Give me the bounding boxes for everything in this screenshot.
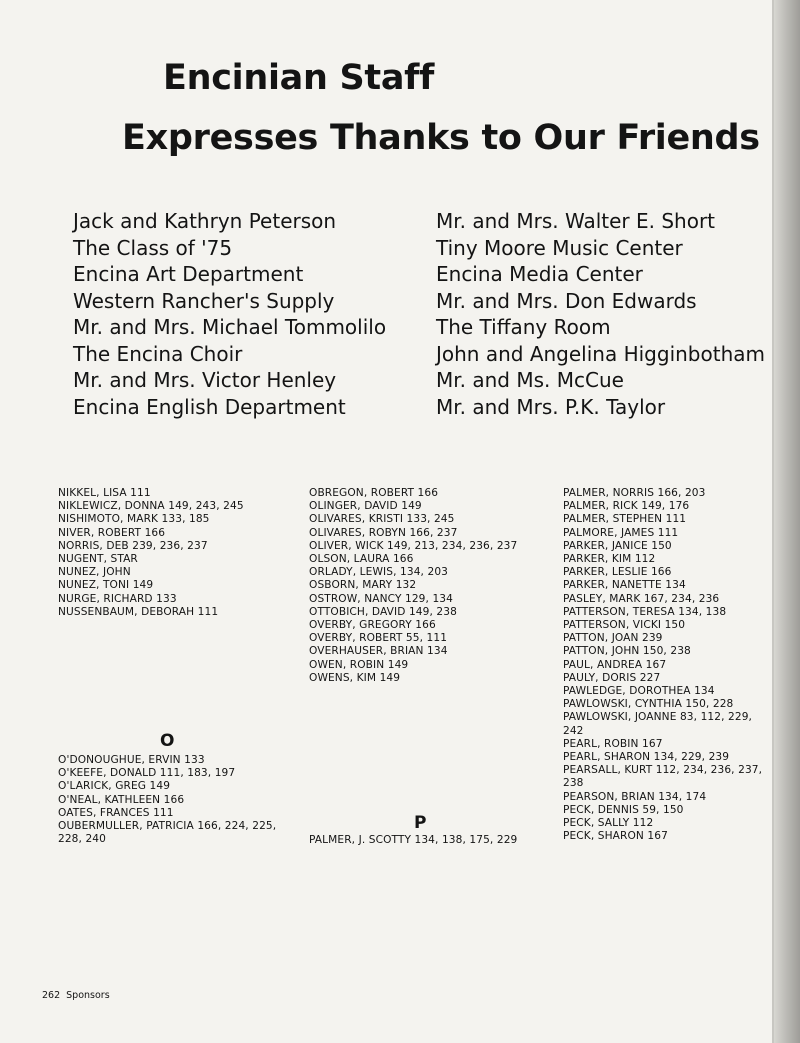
friend-entry: Jack and Kathryn Peterson [73,209,337,233]
index-entry: PARKER, NANETTE 134 [563,579,686,592]
index-entry: NIVER, ROBERT 166 [58,526,166,539]
index-entry: 242 [563,724,584,737]
index-entry: O'KEEFE, DONALD 111, 183, 197 [58,767,236,780]
section-name: Sponsors [66,990,110,1001]
index-entry: NUNEZ, JOHN [58,566,131,579]
index-entry: PALMER, J. SCOTTY 134, 138, 175, 229 [309,834,518,846]
index-entry: PARKER, KIM 112 [563,553,656,566]
index-entry: OVERBY, ROBERT 55, 111 [309,632,448,645]
index-entry: OWEN, ROBIN 149 [309,658,409,671]
index-entry: NIKLEWICZ, DONNA 149, 243, 245 [58,500,244,513]
index-entry: O'DONOUGHUE, ERVIN 133 [58,754,205,766]
index-entry: ORLADY, LEWIS, 134, 203 [309,566,449,579]
page-number: 262 [42,990,61,1001]
index-entry: PALMER, RICK 149, 176 [563,500,690,513]
index-entry: PAWLOWSKI, JOANNE 83, 112, 229, [563,711,753,724]
index-entry: OLIVER, WICK 149, 213, 234, 236, 237 [309,539,518,552]
index-entry: PEARL, ROBIN 167 [563,737,663,750]
index-entry: OTTOBICH, DAVID 149, 238 [309,605,457,618]
friends-list-left [73,208,386,420]
friend-entry: Tiny Moore Music Center [436,235,683,260]
index-entry: PATTERSON, TERESA 134, 138 [563,605,727,618]
index-entry: PATTERSON, VICKI 150 [563,619,686,632]
index-entry: PATTON, JOAN 239 [563,632,663,645]
index-entry: OVERHAUSER, BRIAN 134 [309,645,448,658]
page-title-line2: Expresses Thanks to Our Friends [122,118,760,158]
index-entry: PALMORE, JAMES 111 [563,526,679,539]
index-entry: NUNEZ, TONI 149 [58,579,154,592]
index-entry: OSTROW, NANCY 129, 134 [309,592,453,605]
index-entry: OATES, FRANCES 111 [58,806,174,819]
index-letter-heading: O [160,731,175,751]
friends-list-right [436,208,765,420]
index-entry: PAWLEDGE, DOROTHEA 134 [563,685,715,698]
binding-spine [774,0,800,1043]
friend-entry: The Class of '75 [73,235,233,260]
index-entry: NIKKEL, LISA 111 [58,487,151,499]
index-entry: PASLEY, MARK 167, 234, 236 [563,592,720,605]
index-entry: OBREGON, ROBERT 166 [309,487,439,499]
friend-entry: Encina English Department [73,394,346,419]
index-entry: PECK, SHARON 167 [563,830,668,843]
index-entry: NURGE, RICHARD 133 [58,592,177,605]
index-entry: 238 [563,777,584,790]
friend-entry: Mr. and Mrs. Victor Henley [73,368,337,392]
index-entry: PATTON, JOHN 150, 238 [563,645,691,658]
index-entry: PEARSON, BRIAN 134, 174 [563,790,707,803]
friend-entry: Encina Art Department [73,262,304,286]
index-entry: O'LARICK, GREG 149 [58,780,171,793]
index-column-o-part1 [309,487,517,685]
index-entry: NUGENT, STAR [58,553,138,566]
index-entry: PAWLOWSKI, CYNTHIA 150, 228 [563,698,734,711]
index-entry: 228, 240 [58,833,106,846]
index-entry: OLINGER, DAVID 149 [309,500,422,513]
friend-entry: Mr. and Mrs. Don Edwards [436,288,697,313]
index-entry: OSBORN, MARY 132 [309,579,417,592]
index-entry: OVERBY, GREGORY 166 [309,619,436,632]
index-entry: PEARSALL, KURT 112, 234, 236, 237, [563,764,763,777]
index-entry: OWENS, KIM 149 [309,671,401,684]
index-entry: NORRIS, DEB 239, 236, 237 [58,539,208,552]
index-entry: OLSON, LAURA 166 [309,553,414,566]
friend-entry: Mr. and Mrs. Walter E. Short [436,209,716,233]
index-entry: PALMER, STEPHEN 111 [563,513,687,526]
friend-entry: Mr. and Mrs. P.K. Taylor [436,394,666,419]
friend-entry: John and Angelina Higginbotham [436,341,765,366]
index-entry: PEARL, SHARON 134, 229, 239 [563,751,730,764]
friend-entry: Mr. and Ms. McCue [436,368,624,392]
friend-entry: Mr. and Mrs. Michael Tommolilo [73,315,387,339]
index-entry: PECK, SALLY 112 [563,817,654,830]
index-column-o-part2 [58,754,276,846]
index-column-p-part2 [563,487,762,843]
index-entry: OLIVARES, KRISTI 133, 245 [309,513,455,526]
friend-entry: The Tiffany Room [436,315,611,339]
index-entry: O'NEAL, KATHLEEN 166 [58,793,185,806]
index-entry: OUBERMULLER, PATRICIA 166, 224, 225, [58,820,277,833]
page-footer [42,990,116,1001]
index-entry: PARKER, LESLIE 166 [563,566,672,579]
index-entry: NUSSENBAUM, DEBORAH 111 [58,605,219,618]
friend-entry: The Encina Choir [73,341,243,366]
index-entry: PARKER, JANICE 150 [563,539,672,552]
index-column-p-part1 [309,834,517,847]
index-entry: PECK, DENNIS 59, 150 [563,803,684,816]
index-entry: OLIVARES, ROBYN 166, 237 [309,526,458,539]
friend-entry: Western Rancher's Supply [73,288,335,313]
index-column-n [58,487,244,619]
index-entry: NISHIMOTO, MARK 133, 185 [58,513,210,526]
page-title-line1: Encinian Staff [163,58,435,98]
index-entry: PALMER, NORRIS 166, 203 [563,487,706,499]
friend-entry: Encina Media Center [436,262,643,286]
index-entry: PAULY, DORIS 227 [563,671,661,684]
index-letter-heading: P [414,813,427,833]
index-entry: PAUL, ANDREA 167 [563,658,667,671]
